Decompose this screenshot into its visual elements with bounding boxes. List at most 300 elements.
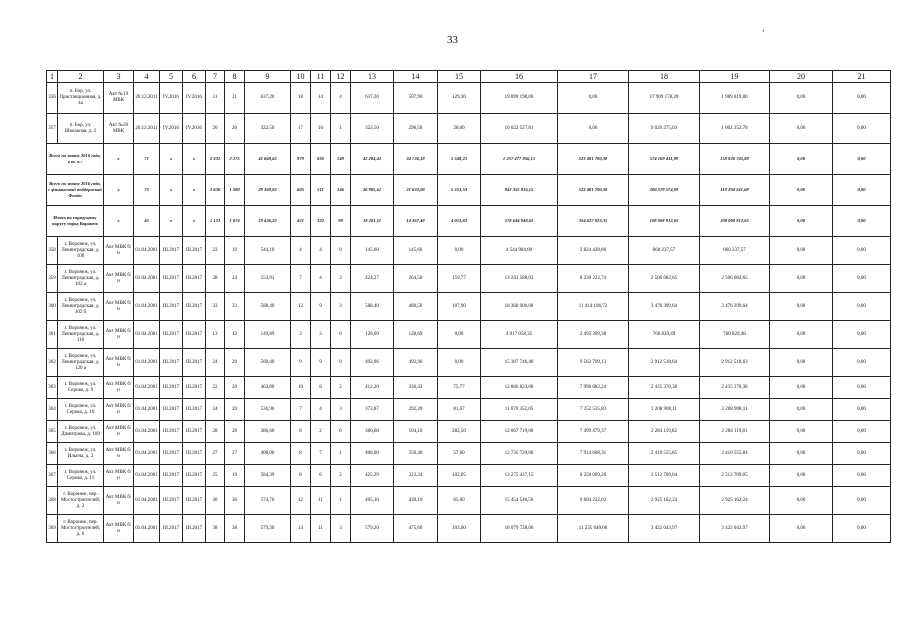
summary-value: 45 — [134, 206, 160, 237]
column-number: 9 — [245, 71, 291, 83]
table-cell: 0,00 — [770, 321, 833, 349]
table-cell: 0,00 — [770, 515, 833, 543]
table-cell: 10 022 527,81 — [481, 114, 558, 144]
table-cell: Акт МВК б/н — [104, 515, 134, 543]
table-cell: 149,89 — [245, 321, 291, 349]
table-cell: 9 562 709,13 — [558, 349, 629, 377]
table-cell: 01.04.2001 — [134, 465, 160, 487]
table-row — [47, 421, 891, 443]
table-cell: 367 — [47, 465, 58, 487]
table-cell: 0,00 — [770, 487, 833, 515]
table-cell: 13 — [206, 321, 225, 349]
summary-value: 523 481 700,38 — [558, 144, 629, 175]
table-cell: 408,00 — [351, 443, 394, 465]
table-cell: Акт МВК б/н — [104, 377, 134, 399]
summary-value: 0,00 — [770, 206, 833, 237]
summary-label: Всего по этапу 2016 года, в т. ч.: — [47, 144, 104, 175]
column-number: 14 — [394, 71, 438, 83]
table-cell: 2 — [331, 465, 351, 487]
summary-value: x — [160, 144, 183, 175]
column-number: 18 — [629, 71, 700, 83]
summary-value: 979 — [291, 144, 311, 175]
table-cell: 8 — [311, 377, 331, 399]
table-cell: 12 — [291, 293, 311, 321]
summary-value: 18 281,11 — [351, 206, 394, 237]
summary-value: 200 579 574,09 — [629, 175, 700, 206]
table-cell: 24 — [206, 349, 225, 377]
summary-value: 73 — [134, 175, 160, 206]
table-cell: III.2017 — [160, 465, 183, 487]
table-cell: 2 506 682,65 — [700, 265, 770, 293]
table-cell: 386,60 — [351, 421, 394, 443]
table-cell: 24 — [206, 399, 225, 421]
table-cell: 12 067 719,00 — [481, 421, 558, 443]
summary-value: 1 257 477 856,15 — [481, 144, 558, 175]
table-cell: 3 — [331, 293, 351, 321]
table-cell: 30 — [206, 487, 225, 515]
summary-value: 19 436,22 — [245, 206, 291, 237]
table-cell: 860 237,57 — [700, 237, 770, 265]
table-cell: 0 — [331, 237, 351, 265]
table-cell: 2 435 370,38 — [700, 377, 770, 399]
column-number: 16 — [481, 71, 558, 83]
table-cell: 424,27 — [351, 265, 394, 293]
table-cell: 10 — [225, 237, 245, 265]
table-cell: 3 — [311, 321, 331, 349]
summary-value: 2 331 — [206, 144, 225, 175]
table-cell: 28 — [206, 265, 225, 293]
table-cell: 4 544 904,00 — [481, 237, 558, 265]
table-cell: 7 — [291, 399, 311, 421]
table-cell: 0,00 — [770, 114, 833, 144]
column-number: 6 — [183, 71, 206, 83]
table-cell: 366 — [47, 443, 58, 465]
table-cell: 11 414 106,72 — [558, 293, 629, 321]
summary-value: 14 267,48 — [394, 206, 438, 237]
table-cell: 0,00 — [558, 114, 629, 144]
table-cell: 363 — [47, 377, 58, 399]
table-cell: III.2017 — [183, 377, 206, 399]
table-cell: 65,00 — [438, 487, 481, 515]
table-cell: 20 — [225, 114, 245, 144]
summary-value: 41 668,62 — [245, 144, 291, 175]
summary-value: 108 008 912,65 — [700, 206, 770, 237]
table-cell: 4 — [291, 237, 311, 265]
summary-value: x — [183, 206, 206, 237]
table-cell: 8 250 009,26 — [558, 465, 629, 487]
table-cell: 3 422 043,97 — [700, 515, 770, 543]
table-cell: 145,60 — [351, 237, 394, 265]
table-cell: 637,20 — [245, 83, 291, 114]
table-cell: 4 — [311, 399, 331, 421]
address-cell: п. Бор, ул. Школьная, д. 3 — [58, 114, 104, 144]
table-cell: 0,00 — [833, 465, 891, 487]
table-cell: 463,80 — [245, 377, 291, 399]
address-cell: г. Воронеж, ул. Димитрова, д. 109 — [58, 421, 104, 443]
table-cell: 01.04.2001 — [134, 377, 160, 399]
summary-value: 842 355 816,15 — [481, 175, 558, 206]
table-row — [47, 487, 891, 515]
table-cell: 282,50 — [438, 421, 481, 443]
table-cell: 430,10 — [394, 487, 438, 515]
table-cell: 20 — [206, 114, 225, 144]
table-cell: 01.04.2001 — [134, 421, 160, 443]
summary-value: x — [104, 206, 134, 237]
table-cell: Акт МВК б/н — [104, 465, 134, 487]
table-cell: III.2017 — [160, 349, 183, 377]
table-cell: III.2017 — [160, 487, 183, 515]
table-cell: 361 — [47, 321, 58, 349]
table-cell: 19 899 198,00 — [481, 83, 558, 114]
table-cell: IV.2016 — [160, 83, 183, 114]
summary-value: 1 074 — [225, 206, 245, 237]
table-cell: 2 512 709,05 — [700, 465, 770, 487]
column-number: 17 — [558, 71, 629, 83]
table-cell: 0 — [331, 349, 351, 377]
table-cell: 17 909 178,20 — [629, 83, 700, 114]
table-row — [47, 349, 891, 377]
column-number: 8 — [225, 71, 245, 83]
column-number: 5 — [160, 71, 183, 83]
table-cell: 01.04.2001 — [134, 265, 160, 293]
table-cell: 14 — [311, 83, 331, 114]
table-cell: 107,90 — [438, 293, 481, 321]
summary-row — [47, 175, 891, 206]
table-cell: 14 — [291, 515, 311, 543]
table-cell: 0,00 — [770, 421, 833, 443]
address-cell: г. Воронеж, пер. Мостостроителей, д. 6 — [58, 515, 104, 543]
table-cell: 20.12.2011 — [134, 83, 160, 114]
table-cell: 7 914 608,31 — [558, 443, 629, 465]
table-cell: III.2017 — [183, 399, 206, 421]
table-cell: 0,00 — [833, 237, 891, 265]
table-cell: 4 — [311, 237, 331, 265]
table-cell: 358 — [47, 237, 58, 265]
table-cell: 1 002 252,78 — [700, 114, 770, 144]
table-cell: 2 208 908,11 — [629, 399, 700, 421]
corner-mark: ‘ — [762, 28, 765, 37]
address-cell: п. Бор, ул. Пристанционная, д. 4а — [58, 83, 104, 114]
table-cell: 2 512 709,04 — [629, 465, 700, 487]
table-cell: Акт МВК б/н — [104, 487, 134, 515]
table-cell: 0,00 — [438, 321, 481, 349]
table-cell: 1 — [331, 114, 351, 144]
summary-value: 26 985,61 — [351, 175, 394, 206]
table-cell: 323,24 — [394, 465, 438, 487]
table-cell: 7 499 479,37 — [558, 421, 629, 443]
table-cell: III.2017 — [183, 321, 206, 349]
table-cell: 0,00 — [770, 443, 833, 465]
table-cell: Акт МВК б/н — [104, 321, 134, 349]
table-cell: 8 230 222,74 — [558, 265, 629, 293]
address-cell: г. Воронеж, ул. Ленинградская, д. 100 — [58, 237, 104, 265]
table-cell: IV.2016 — [183, 83, 206, 114]
address-cell: г. Воронеж, ул. Ленинградская, д. 102 а — [58, 265, 104, 293]
table-cell: 0,00 — [770, 293, 833, 321]
summary-value: 523 481 700,38 — [558, 175, 629, 206]
table-cell: 0,00 — [438, 237, 481, 265]
table-cell: 2 — [331, 377, 351, 399]
table-cell: Акт МВК б/н — [104, 265, 134, 293]
table-cell: 1 — [331, 487, 351, 515]
table-cell: 6 — [311, 465, 331, 487]
table-cell: 412,20 — [351, 377, 394, 399]
table-cell: 18 368 906,00 — [481, 293, 558, 321]
summary-value: 2 275 — [225, 144, 245, 175]
table-cell: 0,00 — [770, 399, 833, 421]
address-cell: г. Воронеж, ул. Ленинградская, д. 102 б — [58, 293, 104, 321]
table-cell: 553,91 — [245, 265, 291, 293]
table-cell: 16 — [311, 114, 331, 144]
table-cell: 01.04.2001 — [134, 399, 160, 421]
table-cell: 296,50 — [394, 114, 438, 144]
table-cell: 12 — [225, 321, 245, 349]
table-cell: 637,20 — [351, 83, 394, 114]
table-cell: 2 824 428,86 — [558, 237, 629, 265]
table-cell: Акт МВК б/н — [104, 399, 134, 421]
table-cell: III.2017 — [183, 265, 206, 293]
table-cell: 3 422 043,97 — [629, 515, 700, 543]
table-cell: 408,00 — [245, 443, 291, 465]
table-cell: 0 — [331, 321, 351, 349]
table-cell: III.2017 — [160, 515, 183, 543]
table-cell: 0,00 — [770, 377, 833, 399]
table-cell: 480,50 — [394, 293, 438, 321]
table-cell: 9 020 275,03 — [629, 114, 700, 144]
header-row — [47, 71, 891, 83]
summary-value: 421 — [291, 206, 311, 237]
resettlement-table — [46, 70, 891, 543]
column-number: 4 — [134, 71, 160, 83]
table-cell: Акт №19 МВК — [104, 83, 134, 114]
summary-value: 71 — [134, 144, 160, 175]
table-cell: 9 604 222,02 — [558, 487, 629, 515]
table-cell: 0,00 — [770, 83, 833, 114]
address-cell: г. Воронеж, ул. Серова, д. 10 — [58, 399, 104, 421]
table-cell: 8 — [291, 443, 311, 465]
summary-value: x — [160, 206, 183, 237]
table-cell: Акт МВК б/н — [104, 293, 134, 321]
table-cell: 322,50 — [351, 114, 394, 144]
summary-value: 511 — [311, 175, 331, 206]
table-cell: 31 — [225, 83, 245, 114]
table-cell: 15 387 746,40 — [481, 349, 558, 377]
table-row — [47, 265, 891, 293]
table-cell: Акт МВК б/н — [104, 421, 134, 443]
table-cell: 4 — [311, 265, 331, 293]
table-cell: 0,00 — [438, 349, 481, 377]
table-cell: III.2017 — [160, 443, 183, 465]
table-cell: 7 252 535,83 — [558, 399, 629, 421]
table-row — [47, 443, 891, 465]
table-cell: 26,00 — [438, 114, 481, 144]
table-cell: 369 — [47, 515, 58, 543]
table-cell: 19 — [225, 465, 245, 487]
table-cell: 0,00 — [833, 265, 891, 293]
table-cell: 588,40 — [245, 293, 291, 321]
table-cell: 0,00 — [833, 321, 891, 349]
table-cell: 9 — [311, 349, 331, 377]
table-cell: 128,69 — [394, 321, 438, 349]
table-cell: 0,00 — [833, 293, 891, 321]
table-cell: Акт МВК б/н — [104, 349, 134, 377]
address-cell: г. Воронеж, пер. Мостостроителей, д. 2 — [58, 487, 104, 515]
table-cell: 11 — [311, 487, 331, 515]
table-cell: 507,90 — [394, 83, 438, 114]
summary-value: x — [183, 175, 206, 206]
table-cell: 7 996 082,24 — [558, 377, 629, 399]
summary-value: x — [183, 144, 206, 175]
table-cell: 31 — [206, 83, 225, 114]
table-cell: 01.04.2001 — [134, 321, 160, 349]
table-cell: 38 — [225, 515, 245, 543]
table-cell: 20 — [225, 349, 245, 377]
table-cell: 336,43 — [394, 377, 438, 399]
summary-value: 5 353,53 — [438, 175, 481, 206]
table-cell: IV.2016 — [160, 114, 183, 144]
summary-label: Итого по городскому округу город Воронеж — [47, 206, 104, 237]
table-cell: 8 — [291, 421, 311, 443]
summary-value: x — [104, 175, 134, 206]
summary-value: 1 580 — [225, 175, 245, 206]
table-cell: 0,00 — [770, 265, 833, 293]
table-cell: 11 — [311, 515, 331, 543]
table-cell: 25 — [206, 465, 225, 487]
table-cell: 0,00 — [833, 114, 891, 144]
table-cell: Акт МВК б/н — [104, 443, 134, 465]
summary-value: 0,00 — [833, 175, 891, 206]
table-cell: III.2017 — [160, 377, 183, 399]
address-cell: г. Воронеж, ул. Серова, д. 11 — [58, 465, 104, 487]
table-cell: III.2017 — [160, 399, 183, 421]
table-cell: 145,60 — [394, 237, 438, 265]
table-row — [47, 237, 891, 265]
table-cell: 495,10 — [351, 487, 394, 515]
table-cell: 0,00 — [833, 377, 891, 399]
summary-value: 149 — [331, 144, 351, 175]
table-cell: III.2017 — [183, 293, 206, 321]
table-cell: 27 — [206, 443, 225, 465]
table-cell: 57,60 — [438, 443, 481, 465]
table-cell: 129,30 — [438, 83, 481, 114]
table-cell: Акт МВК б/н — [104, 237, 134, 265]
summary-value: 0,00 — [833, 206, 891, 237]
table-cell: 2 435 370,38 — [629, 377, 700, 399]
page-number: 33 — [447, 34, 458, 46]
table-cell: 8 — [291, 465, 311, 487]
table-cell: III.2017 — [183, 515, 206, 543]
column-number: 11 — [311, 71, 331, 83]
table-cell: 9 — [291, 349, 311, 377]
table-cell: 492,96 — [394, 349, 438, 377]
address-cell: г. Воронеж, ул. Ленинградская, д. 120 а — [58, 349, 104, 377]
table-cell: 01.04.2001 — [134, 349, 160, 377]
table-cell: 2 925 162,24 — [700, 487, 770, 515]
table-cell: 425,29 — [351, 465, 394, 487]
table-cell: 28 — [206, 421, 225, 443]
column-number: 12 — [331, 71, 351, 83]
column-number: 20 — [770, 71, 833, 83]
table-cell: 0,00 — [558, 83, 629, 114]
summary-value: 0,00 — [833, 144, 891, 175]
table-cell: 4 — [331, 83, 351, 114]
table-cell: 0,00 — [833, 399, 891, 421]
table-cell: 0,00 — [833, 515, 891, 543]
table-cell: 3 — [331, 399, 351, 421]
table-cell: III.2017 — [160, 321, 183, 349]
table-cell: III.2017 — [160, 421, 183, 443]
table-cell: III.2017 — [183, 237, 206, 265]
summary-value: 322 — [311, 206, 331, 237]
table-cell: III.2017 — [160, 293, 183, 321]
table-cell: IV.2016 — [183, 114, 206, 144]
table-cell: Акт №20 МВК — [104, 114, 134, 144]
table-cell: 18 — [291, 83, 311, 114]
table-cell: 0,00 — [833, 443, 891, 465]
column-number: 15 — [438, 71, 481, 83]
table-cell: 2 506 682,65 — [629, 265, 700, 293]
table-cell: III.2017 — [160, 265, 183, 293]
table-cell: 2 284 119,81 — [700, 421, 770, 443]
summary-value: 159 826 745,88 — [700, 144, 770, 175]
summary-value: 108 008 912,65 — [629, 206, 700, 237]
summary-value: 0,00 — [770, 144, 833, 175]
summary-value: 29 369,82 — [245, 175, 291, 206]
column-number: 2 — [58, 71, 104, 83]
table-cell: 01.04.2001 — [134, 237, 160, 265]
table-cell: 364 — [47, 399, 58, 421]
table-cell: 0,00 — [770, 349, 833, 377]
table-cell: 365 — [47, 421, 58, 443]
summary-value: 118 294 541,68 — [700, 175, 770, 206]
summary-value: 146 — [331, 175, 351, 206]
table-cell: 15 454 546,50 — [481, 487, 558, 515]
summary-label: Всего по этапу 2016 года, с финансовой поддержкой Фонда — [47, 175, 104, 206]
table-row — [47, 83, 891, 114]
table-cell: 574,70 — [245, 487, 291, 515]
summary-value: x — [104, 144, 134, 175]
table-cell: 362 — [47, 349, 58, 377]
table-cell: 33 — [206, 293, 225, 321]
summary-value: 1 123 — [206, 206, 225, 237]
column-number: 19 — [700, 71, 770, 83]
column-number: 10 — [291, 71, 311, 83]
table-cell: 9 — [311, 293, 331, 321]
table-cell: 28 — [225, 421, 245, 443]
table-cell: III.2017 — [183, 349, 206, 377]
table-cell: 3 476 399,64 — [629, 293, 700, 321]
table-cell: 2 410 555,84 — [700, 443, 770, 465]
table-cell: 2 208 908,11 — [700, 399, 770, 421]
table-cell: 18 079 728,00 — [481, 515, 558, 543]
summary-value: 21 632,08 — [394, 175, 438, 206]
table-cell: 359 — [47, 265, 58, 293]
address-cell: г. Воронеж, ул. Ильича, д. 2 — [58, 443, 104, 465]
table-row — [47, 465, 891, 487]
table-cell: 17 — [291, 114, 311, 144]
table-cell: 860 237,57 — [629, 237, 700, 265]
table-cell: 27 — [225, 443, 245, 465]
table-cell: 0,00 — [833, 487, 891, 515]
table-cell: III.2017 — [160, 237, 183, 265]
table-cell: 588,40 — [351, 293, 394, 321]
address-cell: г. Воронеж, ул. Серова, д. 9 — [58, 377, 104, 399]
table-cell: 386,60 — [245, 421, 291, 443]
table-cell: 357 — [47, 114, 58, 144]
summary-value: 42 284,41 — [351, 144, 394, 175]
table-cell: 01.04.2001 — [134, 515, 160, 543]
table-cell: 11 235 640,06 — [558, 515, 629, 543]
